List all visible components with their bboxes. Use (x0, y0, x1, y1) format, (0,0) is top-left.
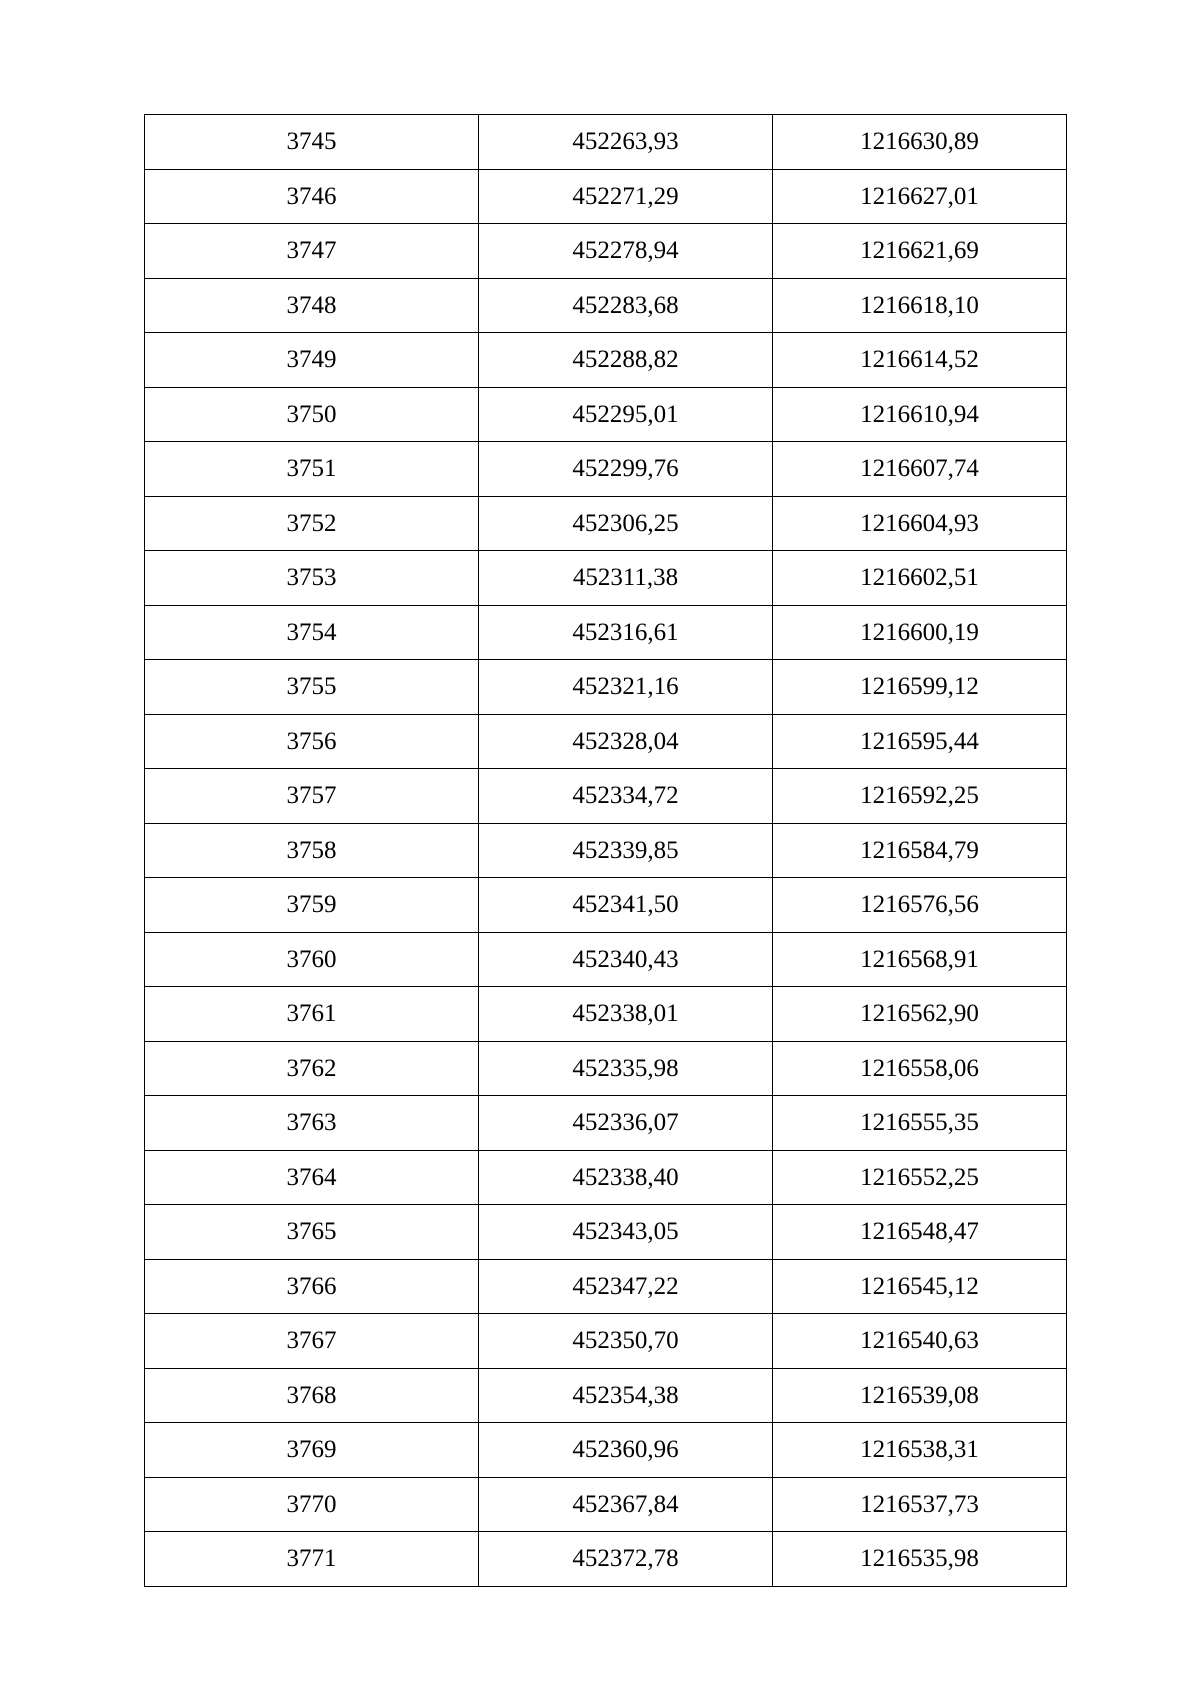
table-row (145, 714, 1067, 769)
table-row (145, 333, 1067, 388)
table-row (145, 932, 1067, 987)
y-coordinate-cell: 1216568,91 (773, 932, 1067, 987)
x-coordinate-cell: 452350,70 (479, 1314, 773, 1369)
point-number-cell: 3763 (145, 1096, 479, 1151)
x-coordinate-cell: 452288,82 (479, 333, 773, 388)
table-row (145, 1096, 1067, 1151)
x-coordinate-cell: 452343,05 (479, 1205, 773, 1260)
y-coordinate-cell: 1216627,01 (773, 169, 1067, 224)
x-coordinate-cell: 452306,25 (479, 496, 773, 551)
point-number-cell: 3767 (145, 1314, 479, 1369)
x-coordinate-cell: 452338,40 (479, 1150, 773, 1205)
y-coordinate-cell: 1216555,35 (773, 1096, 1067, 1151)
x-coordinate-cell: 452347,22 (479, 1259, 773, 1314)
x-coordinate-cell: 452263,93 (479, 115, 773, 170)
y-coordinate-cell: 1216602,51 (773, 551, 1067, 606)
x-coordinate-cell: 452278,94 (479, 224, 773, 279)
x-coordinate-cell: 452354,38 (479, 1368, 773, 1423)
table-row (145, 1314, 1067, 1369)
table-row (145, 551, 1067, 606)
table-row (145, 1532, 1067, 1587)
y-coordinate-cell: 1216538,31 (773, 1423, 1067, 1478)
y-coordinate-cell: 1216614,52 (773, 333, 1067, 388)
x-coordinate-cell: 452372,78 (479, 1532, 773, 1587)
y-coordinate-cell: 1216552,25 (773, 1150, 1067, 1205)
x-coordinate-cell: 452341,50 (479, 878, 773, 933)
table-row (145, 1041, 1067, 1096)
table-row (145, 1205, 1067, 1260)
y-coordinate-cell: 1216621,69 (773, 224, 1067, 279)
point-number-cell: 3759 (145, 878, 479, 933)
x-coordinate-cell: 452339,85 (479, 823, 773, 878)
y-coordinate-cell: 1216548,47 (773, 1205, 1067, 1260)
y-coordinate-cell: 1216600,19 (773, 605, 1067, 660)
table-row (145, 660, 1067, 715)
table-row (145, 1423, 1067, 1478)
table-row (145, 605, 1067, 660)
table-row (145, 1477, 1067, 1532)
x-coordinate-cell: 452283,68 (479, 278, 773, 333)
x-coordinate-cell: 452316,61 (479, 605, 773, 660)
y-coordinate-cell: 1216537,73 (773, 1477, 1067, 1532)
table-row (145, 169, 1067, 224)
y-coordinate-cell: 1216599,12 (773, 660, 1067, 715)
point-number-cell: 3752 (145, 496, 479, 551)
table-row (145, 1368, 1067, 1423)
y-coordinate-cell: 1216618,10 (773, 278, 1067, 333)
point-number-cell: 3747 (145, 224, 479, 279)
y-coordinate-cell: 1216592,25 (773, 769, 1067, 824)
y-coordinate-cell: 1216584,79 (773, 823, 1067, 878)
x-coordinate-cell: 452295,01 (479, 387, 773, 442)
x-coordinate-cell: 452360,96 (479, 1423, 773, 1478)
y-coordinate-cell: 1216558,06 (773, 1041, 1067, 1096)
x-coordinate-cell: 452321,16 (479, 660, 773, 715)
table-row (145, 1259, 1067, 1314)
table-row (145, 496, 1067, 551)
point-number-cell: 3753 (145, 551, 479, 606)
point-number-cell: 3770 (145, 1477, 479, 1532)
point-number-cell: 3766 (145, 1259, 479, 1314)
x-coordinate-cell: 452338,01 (479, 987, 773, 1042)
y-coordinate-cell: 1216604,93 (773, 496, 1067, 551)
table-row (145, 115, 1067, 170)
point-number-cell: 3750 (145, 387, 479, 442)
coordinates-table-body (145, 115, 1067, 1587)
point-number-cell: 3751 (145, 442, 479, 497)
point-number-cell: 3745 (145, 115, 479, 170)
point-number-cell: 3754 (145, 605, 479, 660)
table-row (145, 823, 1067, 878)
x-coordinate-cell: 452299,76 (479, 442, 773, 497)
table-row (145, 387, 1067, 442)
point-number-cell: 3755 (145, 660, 479, 715)
point-number-cell: 3748 (145, 278, 479, 333)
x-coordinate-cell: 452271,29 (479, 169, 773, 224)
table-row (145, 987, 1067, 1042)
table-row (145, 442, 1067, 497)
point-number-cell: 3760 (145, 932, 479, 987)
point-number-cell: 3761 (145, 987, 479, 1042)
y-coordinate-cell: 1216540,63 (773, 1314, 1067, 1369)
y-coordinate-cell: 1216535,98 (773, 1532, 1067, 1587)
point-number-cell: 3757 (145, 769, 479, 824)
point-number-cell: 3769 (145, 1423, 479, 1478)
coordinates-table (144, 114, 1067, 1587)
table-row (145, 278, 1067, 333)
y-coordinate-cell: 1216595,44 (773, 714, 1067, 769)
point-number-cell: 3768 (145, 1368, 479, 1423)
y-coordinate-cell: 1216539,08 (773, 1368, 1067, 1423)
x-coordinate-cell: 452311,38 (479, 551, 773, 606)
x-coordinate-cell: 452336,07 (479, 1096, 773, 1151)
point-number-cell: 3749 (145, 333, 479, 388)
point-number-cell: 3746 (145, 169, 479, 224)
point-number-cell: 3765 (145, 1205, 479, 1260)
x-coordinate-cell: 452328,04 (479, 714, 773, 769)
point-number-cell: 3762 (145, 1041, 479, 1096)
y-coordinate-cell: 1216607,74 (773, 442, 1067, 497)
point-number-cell: 3764 (145, 1150, 479, 1205)
point-number-cell: 3771 (145, 1532, 479, 1587)
table-row (145, 769, 1067, 824)
table-row (145, 878, 1067, 933)
y-coordinate-cell: 1216562,90 (773, 987, 1067, 1042)
x-coordinate-cell: 452334,72 (479, 769, 773, 824)
y-coordinate-cell: 1216610,94 (773, 387, 1067, 442)
x-coordinate-cell: 452335,98 (479, 1041, 773, 1096)
table-row (145, 224, 1067, 279)
y-coordinate-cell: 1216630,89 (773, 115, 1067, 170)
y-coordinate-cell: 1216545,12 (773, 1259, 1067, 1314)
table-row (145, 1150, 1067, 1205)
point-number-cell: 3758 (145, 823, 479, 878)
point-number-cell: 3756 (145, 714, 479, 769)
y-coordinate-cell: 1216576,56 (773, 878, 1067, 933)
x-coordinate-cell: 452367,84 (479, 1477, 773, 1532)
x-coordinate-cell: 452340,43 (479, 932, 773, 987)
